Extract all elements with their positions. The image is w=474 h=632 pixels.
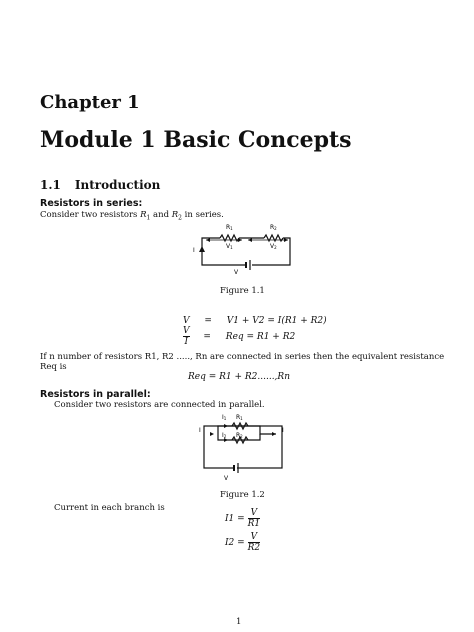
- fig2-i2-label: I2: [222, 432, 227, 439]
- branch-text: Current in each branch is: [54, 503, 165, 513]
- eq1-lhs: V: [183, 316, 190, 326]
- fig1-v1-label: V1: [226, 243, 233, 250]
- page-number: 1: [236, 617, 242, 627]
- eq2-rhs: Req = R1 + R2: [225, 332, 296, 342]
- fig2-r2-label: R2: [236, 432, 243, 439]
- eq1-equals: =: [204, 316, 212, 326]
- series-intro-text: Consider two resistors: [40, 210, 141, 220]
- equation-5: [225, 532, 260, 553]
- equation-4: [225, 508, 260, 529]
- eq4-num: V: [250, 508, 258, 518]
- eq5-lhs: I2 =: [225, 538, 245, 548]
- eq2-fraction: [183, 326, 190, 347]
- section-heading: [40, 178, 160, 192]
- parallel-heading: Resistors in parallel:: [40, 389, 151, 400]
- fig2-i-right-label: I: [282, 427, 284, 434]
- eq4-fraction: [248, 508, 261, 529]
- eq2-num: V: [183, 326, 190, 336]
- r2-symbol: R: [171, 210, 179, 220]
- fig2-i1-label: I1: [222, 414, 227, 421]
- section-number: 1.1: [40, 178, 61, 192]
- fig2-r1-label: R1: [236, 414, 243, 421]
- eq4-den: R1: [247, 519, 261, 529]
- fig1-v-label: V: [234, 269, 239, 276]
- current-arrow: [199, 246, 205, 252]
- series-circuit-diagram: [190, 218, 300, 276]
- parallel-circuit-diagram: [198, 410, 288, 486]
- arrow-left: [210, 432, 214, 436]
- eq2-den: I: [184, 337, 189, 347]
- r1-sub: 1: [146, 214, 151, 222]
- fig1-r2-label: R2: [270, 224, 277, 231]
- fig1-i-label: I: [193, 247, 195, 254]
- parallel-intro: Consider two resistors are connected in parallel.: [54, 400, 265, 410]
- eq4-lhs: I1 =: [225, 514, 245, 524]
- eq1-rhs: V1 + V2 = I(R1 + R2): [226, 316, 327, 326]
- section-title: Introduction: [74, 178, 161, 192]
- equation-3: Req = R1 + R2......,Rn: [188, 372, 290, 382]
- fig2-v-label: V: [224, 475, 229, 482]
- r2-sub: 2: [178, 214, 182, 222]
- eq2-equals: =: [203, 332, 211, 342]
- fig1-v2-label: V2: [270, 243, 277, 250]
- series-heading: Resistors in series:: [40, 198, 143, 209]
- fig2-i-left-label: I: [199, 427, 201, 434]
- figure-1-1-caption: Figure 1.1: [220, 286, 265, 296]
- equation-1: [183, 316, 327, 326]
- fig1-r1-label: R1: [226, 224, 233, 231]
- series-intro-and: and: [150, 210, 172, 220]
- r1-symbol: R: [140, 210, 147, 220]
- eq5-fraction: [248, 532, 261, 553]
- eq5-den: R2: [247, 543, 261, 553]
- series-n-text: If n number of resistors R1, R2 ....., Rn are connected in series then the equivalent resistance Req is: [40, 352, 445, 372]
- chapter-heading: Chapter 1: [40, 92, 140, 113]
- equation-2: [183, 326, 295, 347]
- figure-1-2-caption: Figure 1.2: [220, 490, 265, 500]
- series-intro-end: in series.: [181, 210, 224, 220]
- module-title: Module 1 Basic Concepts: [40, 127, 352, 153]
- eq5-num: V: [250, 532, 258, 542]
